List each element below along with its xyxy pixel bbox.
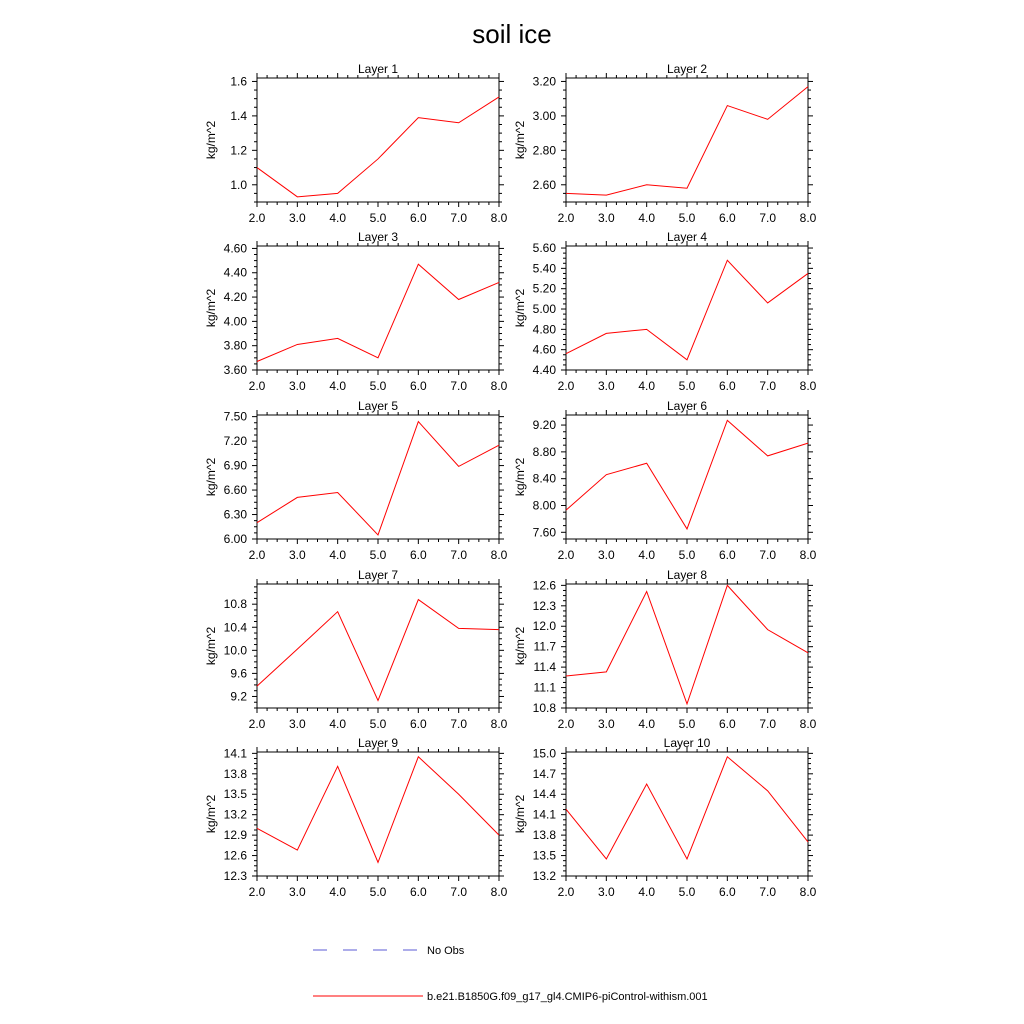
panel-title: Layer 5 bbox=[357, 399, 399, 413]
x-tick-label: 7.0 bbox=[450, 379, 468, 393]
y-tick-label: 7.20 bbox=[223, 434, 247, 449]
x-tick-label: 2.0 bbox=[248, 548, 266, 562]
y-tick-label: 12.3 bbox=[532, 598, 556, 613]
x-tick-label: 4.0 bbox=[329, 717, 347, 731]
x-tick-label: 5.0 bbox=[678, 379, 696, 393]
x-tick-label: 6.0 bbox=[409, 885, 427, 899]
y-tick-label: 4.20 bbox=[223, 290, 247, 305]
y-tick-label: 1.4 bbox=[230, 108, 247, 123]
x-tick-label: 3.0 bbox=[597, 211, 615, 225]
x-tick-label: 8.0 bbox=[490, 211, 508, 225]
y-tick-label: 11.4 bbox=[533, 660, 556, 675]
x-tick-label: 2.0 bbox=[248, 717, 266, 731]
x-tick-label: 7.0 bbox=[759, 717, 777, 731]
y-tick-label: 10.8 bbox=[223, 597, 247, 612]
y-tick-label: 8.80 bbox=[532, 444, 556, 459]
x-tick-label: 8.0 bbox=[490, 885, 508, 899]
y-tick-label: 10.8 bbox=[532, 701, 556, 715]
y-tick-label: 6.30 bbox=[223, 507, 247, 522]
x-tick-label: 4.0 bbox=[638, 548, 656, 562]
x-tick-label: 4.0 bbox=[638, 211, 656, 225]
x-tick-label: 5.0 bbox=[678, 717, 696, 731]
x-tick-label: 2.0 bbox=[248, 379, 266, 393]
x-tick-label: 6.0 bbox=[718, 379, 736, 393]
x-tick-label: 8.0 bbox=[799, 379, 817, 393]
y-tick-label: 6.60 bbox=[223, 483, 247, 498]
y-tick-label: 12.6 bbox=[532, 578, 556, 593]
x-tick-label: 2.0 bbox=[557, 379, 575, 393]
y-tick-label: 4.40 bbox=[532, 363, 556, 377]
x-tick-label: 4.0 bbox=[638, 717, 656, 731]
y-tick-label: 5.60 bbox=[532, 241, 556, 256]
y-tick-label: 10.0 bbox=[223, 643, 247, 658]
y-tick-label: 4.60 bbox=[532, 342, 556, 357]
x-tick-label: 7.0 bbox=[759, 211, 777, 225]
panel-title: Layer 6 bbox=[666, 399, 708, 413]
y-axis-label: kg/m^2 bbox=[204, 288, 218, 328]
y-tick-label: 14.1 bbox=[223, 746, 247, 761]
y-tick-label: 11.1 bbox=[533, 680, 556, 695]
y-tick-label: 12.3 bbox=[223, 869, 247, 883]
x-tick-label: 5.0 bbox=[678, 211, 696, 225]
y-tick-label: 15.0 bbox=[532, 746, 556, 761]
y-axis-label: kg/m^2 bbox=[513, 794, 527, 834]
x-tick-label: 3.0 bbox=[288, 211, 306, 225]
x-tick-label: 3.0 bbox=[597, 885, 615, 899]
y-tick-label: 13.2 bbox=[532, 869, 556, 883]
panel-title: Layer 2 bbox=[666, 62, 708, 76]
panel-title: Layer 9 bbox=[357, 736, 399, 750]
x-tick-label: 2.0 bbox=[557, 548, 575, 562]
x-tick-label: 3.0 bbox=[288, 717, 306, 731]
x-tick-label: 4.0 bbox=[329, 379, 347, 393]
y-tick-label: 4.60 bbox=[223, 241, 247, 256]
x-tick-label: 5.0 bbox=[678, 548, 696, 562]
x-tick-label: 8.0 bbox=[490, 717, 508, 731]
x-tick-label: 2.0 bbox=[557, 717, 575, 731]
y-tick-label: 5.00 bbox=[532, 302, 556, 317]
y-tick-label: 5.40 bbox=[532, 261, 556, 276]
y-tick-label: 13.5 bbox=[223, 787, 247, 802]
x-tick-label: 2.0 bbox=[248, 885, 266, 899]
x-tick-label: 5.0 bbox=[369, 211, 387, 225]
y-axis-label: kg/m^2 bbox=[513, 288, 527, 328]
panel-title: Layer 10 bbox=[663, 736, 711, 750]
x-tick-label: 5.0 bbox=[369, 379, 387, 393]
y-tick-label: 12.6 bbox=[223, 848, 247, 863]
panel-title: Layer 8 bbox=[666, 568, 708, 582]
y-tick-label: 10.4 bbox=[223, 620, 247, 635]
x-tick-label: 8.0 bbox=[799, 717, 817, 731]
y-tick-label: 6.90 bbox=[223, 458, 247, 473]
y-tick-label: 8.40 bbox=[532, 471, 556, 486]
x-tick-label: 7.0 bbox=[759, 885, 777, 899]
x-tick-label: 3.0 bbox=[597, 379, 615, 393]
x-tick-label: 6.0 bbox=[409, 717, 427, 731]
x-tick-label: 7.0 bbox=[759, 379, 777, 393]
x-tick-label: 7.0 bbox=[450, 885, 468, 899]
y-tick-label: 3.80 bbox=[223, 338, 247, 353]
y-tick-label: 13.8 bbox=[532, 828, 556, 843]
y-axis-label: kg/m^2 bbox=[204, 626, 218, 666]
y-tick-label: 13.2 bbox=[223, 807, 247, 822]
x-tick-label: 7.0 bbox=[450, 717, 468, 731]
x-tick-label: 3.0 bbox=[288, 379, 306, 393]
y-tick-label: 1.0 bbox=[230, 177, 247, 192]
y-tick-label: 4.00 bbox=[223, 314, 247, 329]
x-tick-label: 6.0 bbox=[409, 379, 427, 393]
x-tick-label: 5.0 bbox=[369, 717, 387, 731]
x-tick-label: 8.0 bbox=[799, 211, 817, 225]
figure-title: soil ice bbox=[472, 19, 552, 49]
y-tick-label: 13.5 bbox=[532, 848, 556, 863]
x-tick-label: 2.0 bbox=[557, 211, 575, 225]
y-tick-label: 2.60 bbox=[532, 177, 556, 192]
y-tick-label: 2.80 bbox=[532, 143, 556, 158]
x-tick-label: 3.0 bbox=[288, 885, 306, 899]
y-tick-label: 9.20 bbox=[532, 418, 556, 433]
y-tick-label: 14.1 bbox=[532, 807, 556, 822]
x-tick-label: 4.0 bbox=[638, 379, 656, 393]
x-tick-label: 6.0 bbox=[409, 548, 427, 562]
x-tick-label: 8.0 bbox=[490, 379, 508, 393]
x-tick-label: 3.0 bbox=[597, 548, 615, 562]
x-tick-label: 3.0 bbox=[288, 548, 306, 562]
x-tick-label: 4.0 bbox=[329, 211, 347, 225]
y-tick-label: 8.00 bbox=[532, 498, 556, 513]
y-tick-label: 6.00 bbox=[223, 532, 247, 546]
x-tick-label: 6.0 bbox=[718, 885, 736, 899]
y-tick-label: 12.0 bbox=[532, 619, 556, 634]
x-tick-label: 6.0 bbox=[718, 211, 736, 225]
y-tick-label: 1.2 bbox=[230, 143, 247, 158]
y-tick-label: 7.50 bbox=[223, 409, 247, 424]
y-axis-label: kg/m^2 bbox=[513, 120, 527, 160]
x-tick-label: 6.0 bbox=[409, 211, 427, 225]
x-tick-label: 4.0 bbox=[329, 548, 347, 562]
x-tick-label: 7.0 bbox=[450, 211, 468, 225]
x-tick-label: 2.0 bbox=[248, 211, 266, 225]
y-tick-label: 3.00 bbox=[532, 108, 556, 123]
y-tick-label: 7.60 bbox=[532, 525, 556, 540]
y-tick-label: 3.20 bbox=[532, 74, 556, 89]
y-tick-label: 13.8 bbox=[223, 766, 247, 781]
x-tick-label: 5.0 bbox=[678, 885, 696, 899]
x-tick-label: 2.0 bbox=[557, 885, 575, 899]
x-tick-label: 6.0 bbox=[718, 548, 736, 562]
y-tick-label: 5.20 bbox=[532, 281, 556, 296]
y-axis-label: kg/m^2 bbox=[513, 626, 527, 666]
x-tick-label: 7.0 bbox=[759, 548, 777, 562]
y-tick-label: 9.6 bbox=[230, 666, 247, 681]
x-tick-label: 6.0 bbox=[718, 717, 736, 731]
x-tick-label: 5.0 bbox=[369, 548, 387, 562]
x-tick-label: 8.0 bbox=[799, 885, 817, 899]
legend-label-1: No Obs bbox=[427, 945, 465, 957]
panel-title: Layer 7 bbox=[357, 568, 399, 582]
panel-title: Layer 1 bbox=[357, 62, 399, 76]
y-tick-label: 4.80 bbox=[532, 322, 556, 337]
panel-title: Layer 3 bbox=[357, 230, 399, 244]
panel-title: Layer 4 bbox=[666, 230, 708, 244]
y-tick-label: 3.60 bbox=[223, 363, 247, 377]
x-tick-label: 4.0 bbox=[329, 885, 347, 899]
y-axis-label: kg/m^2 bbox=[204, 794, 218, 834]
legend-label-2: b.e21.B1850G.f09_g17_gl4.CMIP6-piControl-withism.001 bbox=[427, 991, 708, 1003]
y-tick-label: 1.6 bbox=[230, 74, 247, 89]
y-axis-label: kg/m^2 bbox=[204, 120, 218, 160]
x-tick-label: 8.0 bbox=[490, 548, 508, 562]
x-tick-label: 5.0 bbox=[369, 885, 387, 899]
x-tick-label: 8.0 bbox=[799, 548, 817, 562]
y-tick-label: 12.9 bbox=[223, 828, 247, 843]
y-axis-label: kg/m^2 bbox=[513, 457, 527, 497]
x-tick-label: 4.0 bbox=[638, 885, 656, 899]
y-tick-label: 9.2 bbox=[230, 689, 247, 704]
x-tick-label: 7.0 bbox=[450, 548, 468, 562]
y-tick-label: 14.7 bbox=[532, 766, 556, 781]
y-tick-label: 4.40 bbox=[223, 265, 247, 280]
y-tick-label: 14.4 bbox=[532, 787, 556, 802]
x-tick-label: 3.0 bbox=[597, 717, 615, 731]
y-tick-label: 11.7 bbox=[533, 639, 556, 654]
y-axis-label: kg/m^2 bbox=[204, 457, 218, 497]
